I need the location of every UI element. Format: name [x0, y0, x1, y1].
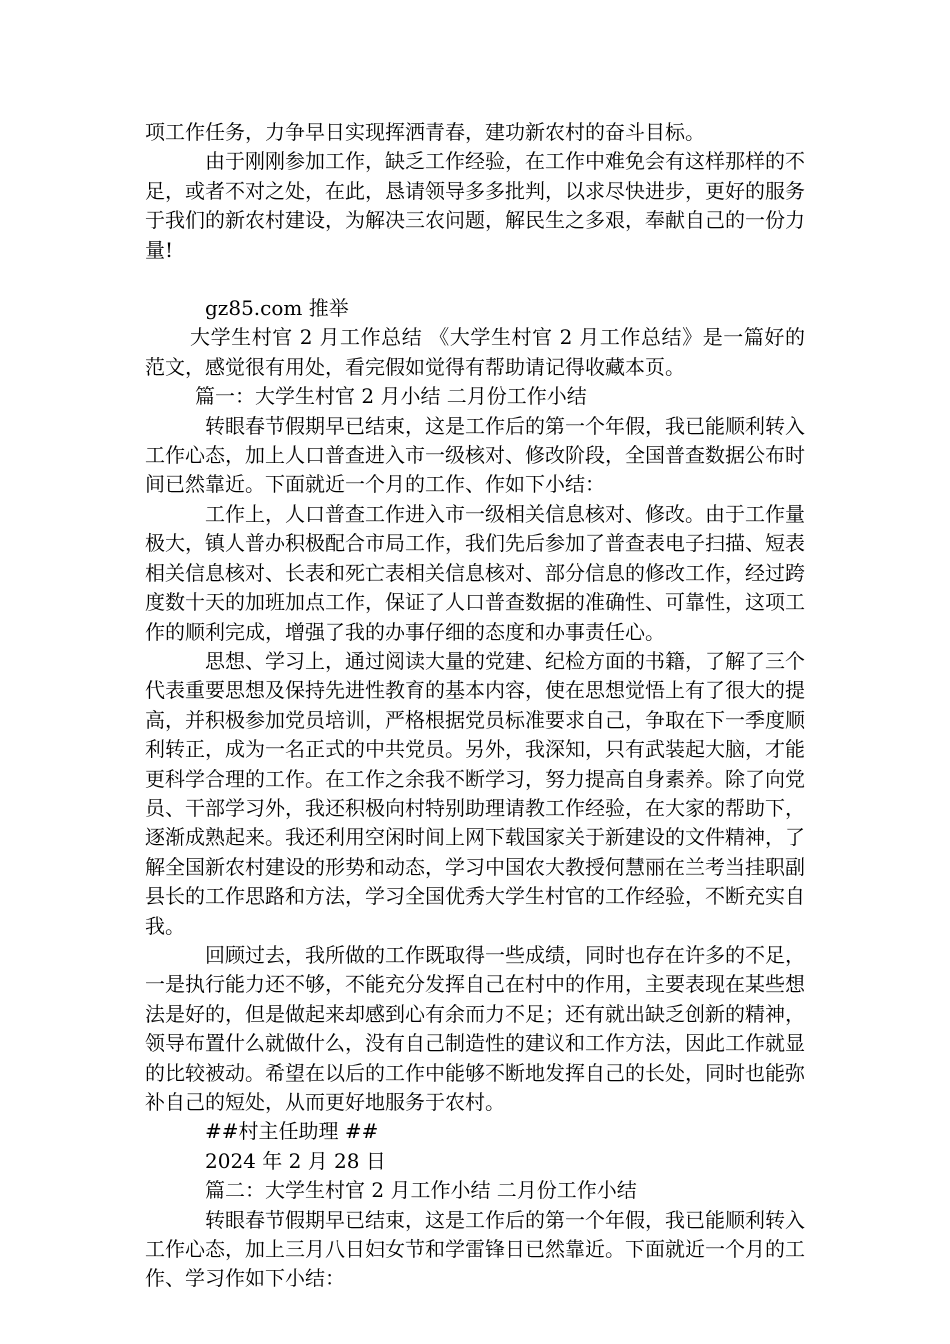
paragraph-four: 回顾过去，我所做的工作既取得一些成绩，同时也存在许多的不足，一是执行能力还不够，不能充分发挥自己在村中的作用，主要表现在某些想法是好的，但是做起来却感到心有余而力不足；还有就出缺乏创新的精神，领导布置什么就做什么，没有自己制造性的建议和工作方法，因此工作就显的比较被动。希望在以后的工作中能够不断地发挥自己的长处，同时也能弥补自己的短处，从而更好地服务于农村。	[145, 942, 805, 1114]
signature-line: ##村主任助理 ##	[205, 1119, 379, 1144]
paragraph-two: 工作上，人口普查工作进入市一级相关信息核对、修改。由于工作量极大，镇人普办积极配合市局工作，我们先后参加了普查表电子扫描、短表相关信息核对、长表和死亡表相关信息核对、部分信息的修改工作，经过跨度数十天的加班加点工作，保证了人口普查数据的准确性、可靠性，这项工作的顺利完成，增强了我的办事仔细的态度和办事责任心。	[145, 501, 805, 644]
paragraph-gap	[145, 265, 805, 294]
recommend-paragraph: 大学生村官 2 月工作总结 《大学生村官 2 月工作总结》是一篇好的范文，感觉很有用处，看完假如觉得有帮助请记得收藏本页。	[145, 325, 805, 379]
date-line: 2024 年 2 月 28 日	[205, 1148, 386, 1173]
paragraph-one: 转眼春节假期早已结束，这是工作后的第一个年假，我已能顺利转入工作心态，加上人口普查进入市一级核对、修改阶段，全国普查数据公布时间已然靠近。下面就近一个月的工作、作如下小结：	[145, 413, 805, 497]
paragraph-three: 思想、学习上，通过阅读大量的党建、纪检方面的书籍，了解了三个代表重要思想及保持先进性教育的基本内容，使在思想觉悟上有了很大的提高，并积极参加党员培训，严格根据党员标准要求自己，争取在下一季度顺利转正，成为一名正式的中共党员。另外，我深知，只有武装起大脑，才能更科学合理的工作。在工作之余我不断学习，努力提高自身素养。除了向党员、干部学习外，我还积极向村特别助理请教工作经验，在大家的帮助下，逐渐成熟起来。我还利用空闲时间上网下载国家关于新建设的文件精神，了解全国新农村建设的形势和动态，学习中国农大教授何慧丽在兰考当挂职副县长的工作思路和方法，学习全国优秀大学生村官的工作经验，不断充实自我。	[145, 648, 805, 938]
section-heading-two: 篇二：大学生村官 2 月工作小结 二月份工作小结	[205, 1178, 637, 1203]
intro-tail-paragraph: 项工作任务，力争早日实现挥洒青春，建功新农村的奋斗目标。	[145, 120, 705, 144]
paragraph-five: 转眼春节假期早已结束，这是工作后的第一个年假，我已能顺利转入工作心态，加上三月八日妇女节和学雷锋日已然靠近。下面就近一个月的工作、学习作如下小结：	[145, 1207, 805, 1291]
source-line: gz85.com 推举	[205, 296, 349, 321]
apology-paragraph: 由于刚刚参加工作，缺乏工作经验，在工作中难免会有这样那样的不足，或者不对之处，在此，恳请领导多多批判，以求尽快进步，更好的服务于我们的新农村建设，为解决三农问题，解民生之多艰，奉献自己的一份力量!	[145, 149, 805, 262]
document-body	[145, 118, 805, 1294]
section-heading-one: 篇一：大学生村官 2 月小结 二月份工作小结	[195, 384, 587, 409]
